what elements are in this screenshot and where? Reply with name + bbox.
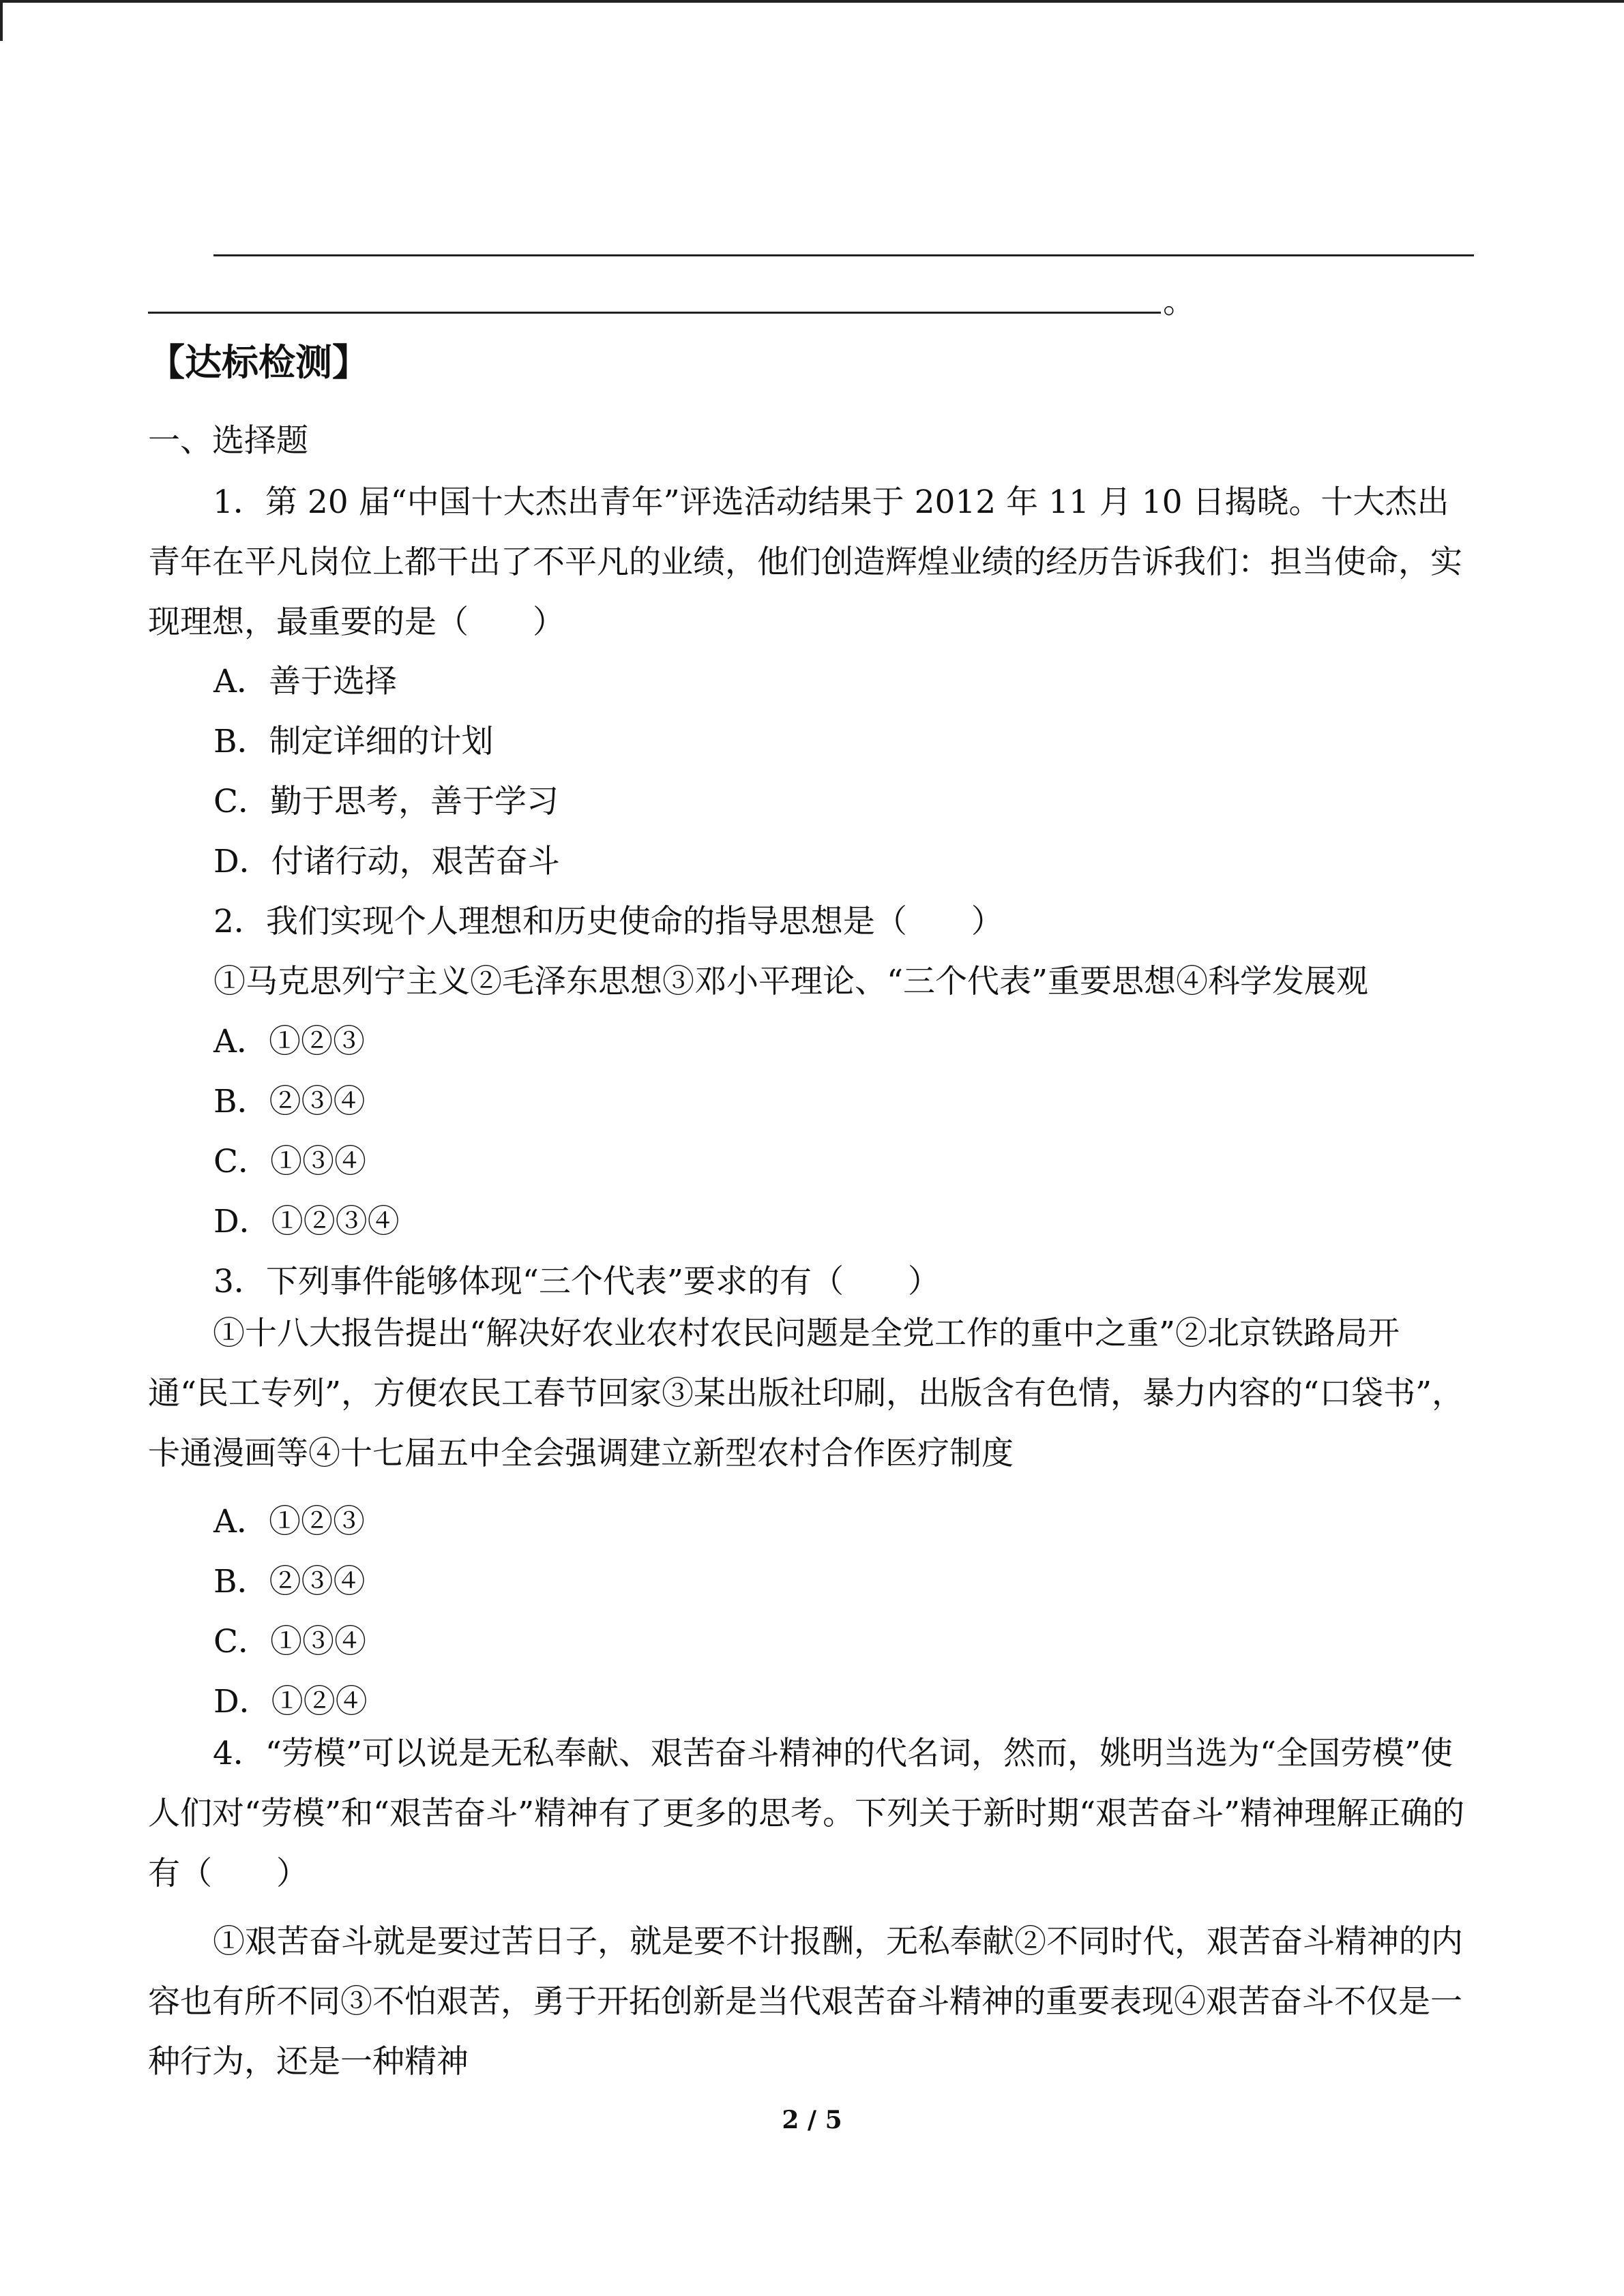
question-3-option-c: C．①③④ bbox=[213, 1623, 366, 1660]
question-1-option-d: D．付诸行动，艰苦奋斗 bbox=[213, 843, 560, 880]
question-4-statements bbox=[148, 1912, 1478, 2092]
question-3-option-d: D．①②④ bbox=[213, 1683, 368, 1720]
page-left-border bbox=[0, 0, 3, 41]
answer-blank-line-1 bbox=[213, 254, 1474, 256]
question-1-option-a: A．善于选择 bbox=[213, 663, 397, 700]
question-2-option-c: C．①③④ bbox=[213, 1143, 366, 1180]
section-title: 【达标检测】 bbox=[148, 341, 369, 384]
question-2-option-d: D．①②③④ bbox=[213, 1203, 400, 1240]
page-top-border bbox=[0, 0, 1624, 3]
question-3-statements-text: ①十八大报告提出“解决好农业农村农民问题是全党工作的重中之重”②北京铁路局开通“民工专列”，方便农民工春节回家③某出版社印刷，出版含有色情，暴力内容的“口袋书”，卡通漫画等④十七届五中全会强调建立新型农村合作医疗制度 bbox=[148, 1315, 1464, 1472]
answer-blank-line-2 bbox=[148, 312, 1161, 314]
question-3-option-a: A．①②③ bbox=[213, 1503, 365, 1540]
question-1-option-b: B．制定详细的计划 bbox=[213, 723, 494, 760]
question-2-statements: ①马克思列宁主义②毛泽东思想③邓小平理论、“三个代表”重要思想④科学发展观 bbox=[213, 963, 1369, 1000]
page-number: 2 / 5 bbox=[782, 2106, 842, 2134]
part-heading bbox=[148, 421, 1624, 462]
question-1-text: 1．第 20 届“中国十大杰出青年”评选活动结果于 2012 年 11 月 10 日揭晓。十大杰出青年在平凡岗位上都干出了不平凡的业绩，他们创造辉煌业绩的经历告诉我们：担当使命，实现理想，最重要的是（ ） bbox=[148, 483, 1462, 641]
question-4-text: 4．“劳模”可以说是无私奉献、艰苦奋斗精神的代名词，然而，姚明当选为“全国劳模”使人们对“劳模”和“艰苦奋斗”精神有了更多的思考。下列关于新时期“艰苦奋斗”精神理解正确的有（ ） bbox=[148, 1735, 1465, 1892]
question-3-option-b: B．②③④ bbox=[213, 1563, 366, 1600]
answer-line-period: 。 bbox=[1163, 282, 1196, 320]
question-3-statements bbox=[148, 1304, 1478, 1484]
question-2-option-a: A．①②③ bbox=[213, 1023, 365, 1060]
question-3-stem: 3．下列事件能够体现“三个代表”要求的有（ ） bbox=[213, 1263, 940, 1300]
question-4-statements-text: ①艰苦奋斗就是要过苦日子，就是要不计报酬，无私奉献②不同时代，艰苦奋斗精神的内容也有所不同③不怕艰苦，勇于开拓创新是当代艰苦奋斗精神的重要表现④艰苦奋斗不仅是一种行为，还是一种精神 bbox=[148, 1923, 1463, 2081]
question-1-option-c: C．勤于思考，善于学习 bbox=[213, 783, 559, 820]
question-2-option-b: B．②③④ bbox=[213, 1083, 366, 1120]
part-heading-text: 一、选择题 bbox=[148, 422, 308, 460]
question-1-stem bbox=[148, 473, 1478, 653]
question-2-stem: 2．我们实现个人理想和历史使命的指导思想是（ ） bbox=[213, 903, 1003, 940]
question-4-stem bbox=[148, 1724, 1478, 1904]
